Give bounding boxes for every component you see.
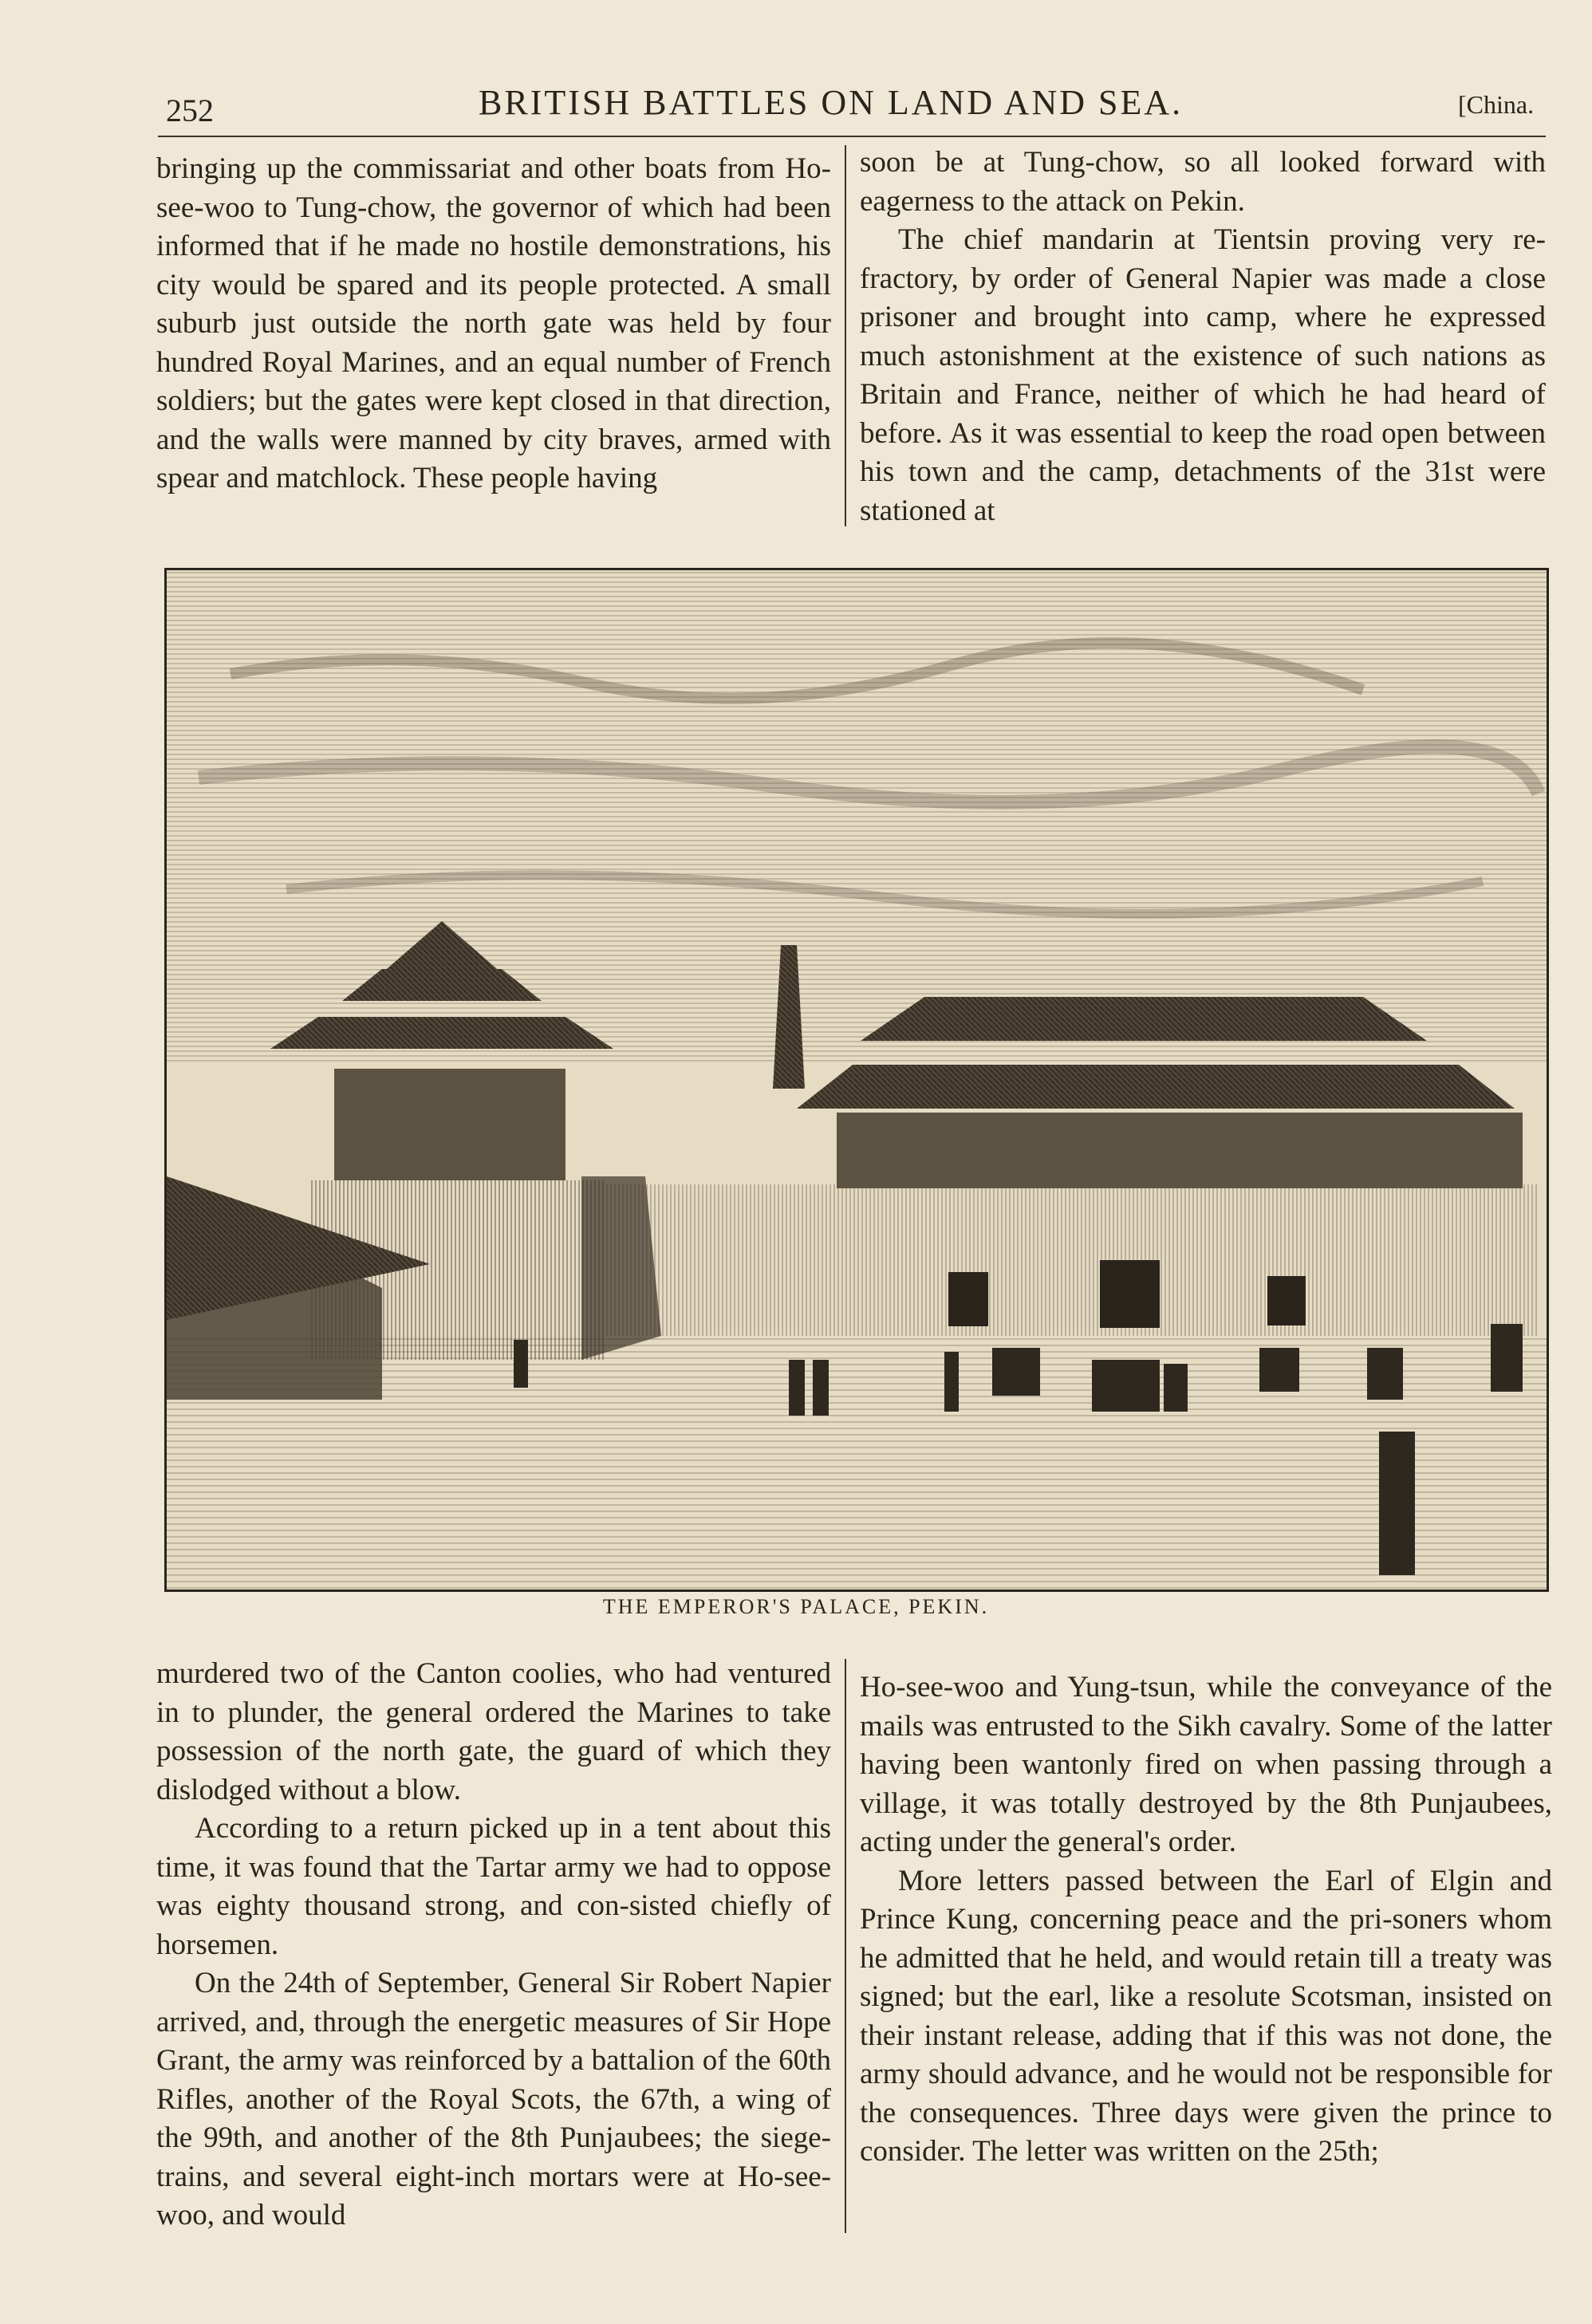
running-title: BRITISH BATTLES ON LAND AND SEA. [479, 83, 1184, 122]
top-left-column [156, 150, 831, 498]
column-divider-top [845, 145, 846, 526]
section-tag: [China. [1458, 90, 1535, 119]
paragraph: murdered two of the Canton coolies, who had ventured in to plunder, the general ordered the Marines to take possession of the north gate, the guard of which they dislodged without a blow. [156, 1657, 831, 1806]
paragraph: More letters passed between the Earl of Elgin and Prince Kung, concerning peace and the pri-soners whom he admitted that he held, and would retain till a treaty was signed; but the earl, like a resolute Scotsman, insisted on their instant release, adding that if this was not done, the army should advance, and he would not be responsible for the consequences. Three days were given the prince to consider. The letter was written on the 25th; [860, 1864, 1552, 2168]
page-number: 252 [166, 93, 214, 128]
paragraph: The chief mandarin at Tientsin proving very re-fractory, by order of General Napier was made a close prisoner and brought into camp, where he expressed much astonishment at the existence of such nations as Britain and France, neither of which he had heard of before. As it was essential to keep the road open between his town and the camp, detachments of the 31st were stationed at [860, 223, 1546, 527]
paragraph: Ho-see-woo and Yung-tsun, while the conveyance of the mails was entrusted to the Sikh cavalry. Some of the latter having been wantonly fired on when passing through a village, it was totally destroyed by the 8th Punjaubees, acting under the general's order. [860, 1671, 1552, 1858]
top-right-column [860, 144, 1546, 530]
engraving-illustration [167, 570, 1547, 1589]
paragraph: According to a return picked up in a tent about this time, it was found that the Tartar army we had to oppose was eighty thousand strong, and con-sisted chiefly of horsemen. [156, 1812, 831, 1961]
column-divider-bottom [845, 1659, 846, 2233]
bottom-right-column [860, 1668, 1552, 2172]
palace-engraving [164, 568, 1549, 1592]
header-rule [158, 136, 1546, 137]
paragraph: On the 24th of September, General Sir Robert Napier arrived, and, through the energetic measures of Sir Hope Grant, the army was reinforced by a battalion of the 60th Rifles, another of the Royal Scots, the 67th, a wing of the 99th, and another of the 8th Punjaubees; the siege-trains, and several eight-inch mortars were at Ho-see-woo, and would [156, 1967, 831, 2231]
paragraph: bringing up the commissariat and other boats from Ho-see-woo to Tung-chow, the governor of which had been informed that if he made no hostile demonstrations, his city would be spared and its people protected. A small suburb just outside the north gate was held by four hundred Royal Marines, and an equal number of French soldiers; but the gates were kept closed in that direction, and the walls were manned by city braves, armed with spear and matchlock. These people having [156, 152, 831, 494]
figure-caption: THE EMPEROR'S PALACE, PEKIN. [602, 1595, 990, 1618]
page-header [0, 76, 1592, 132]
bottom-left-column [156, 1655, 831, 2235]
paragraph: soon be at Tung-chow, so all looked forward with eagerness to the attack on Pekin. [860, 146, 1546, 218]
